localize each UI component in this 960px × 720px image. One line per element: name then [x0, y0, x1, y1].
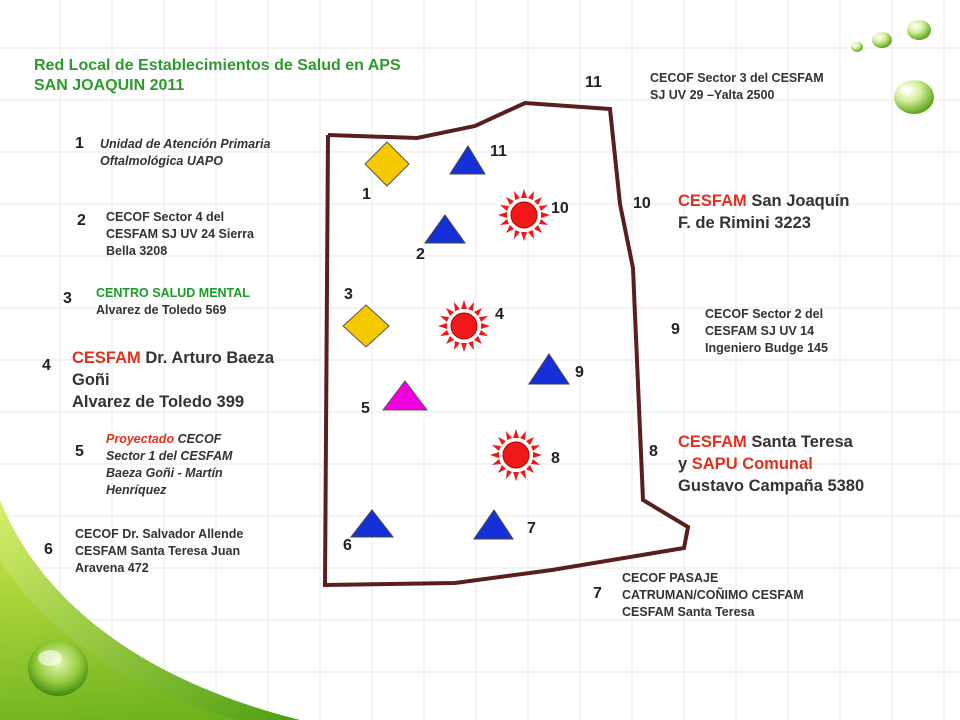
legend-number-2: 2 [77, 212, 86, 229]
legend-number-10: 10 [633, 195, 651, 212]
map-label-3: 3 [344, 286, 353, 303]
legend-text-9: CECOF Sector 2 del CESFAM SJ UV 14 Ingeniero Budge 145 [705, 307, 828, 355]
legend-number-7: 7 [593, 585, 602, 602]
map-label-5: 5 [361, 400, 370, 417]
legend-number-1: 1 [75, 135, 84, 152]
triangle-marker-9 [529, 354, 569, 384]
legend-number-6: 6 [44, 541, 53, 558]
sun-marker-10 [498, 189, 550, 241]
legend-number-4: 4 [42, 357, 51, 374]
map-label-6: 6 [343, 537, 352, 554]
legend-number-11: 11 [585, 74, 602, 91]
legend-text-5: Proyectado CECOF Sector 1 del CESFAM Baeza Goñi - Martín Henríquez [106, 432, 233, 497]
map-label-10: 10 [551, 200, 569, 217]
triangle-marker-6 [351, 510, 393, 537]
legend-number-5: 5 [75, 443, 84, 460]
triangle-marker-11 [450, 146, 485, 174]
title-line-2: SAN JOAQUIN 2011 [34, 77, 185, 94]
legend-text-10: CESFAM San Joaquín F. de Rimini 3223 [678, 192, 850, 232]
sun-marker-8 [490, 429, 542, 481]
triangle-marker-5 [383, 381, 427, 410]
legend-number-9: 9 [671, 321, 680, 338]
legend-text-2: CECOF Sector 4 del CESFAM SJ UV 24 Sierra Bella 3208 [106, 210, 254, 258]
map-label-11: 11 [490, 143, 507, 160]
legend-number-8: 8 [649, 443, 658, 460]
green-blob-decoration [28, 640, 88, 696]
map-label-4: 4 [495, 306, 504, 323]
map-label-2: 2 [416, 246, 425, 263]
legend-text-8: CESFAM Santa Teresa y SAPU Comunal Gustavo Campaña 5380 [678, 433, 865, 495]
map-label-9: 9 [575, 364, 584, 381]
triangle-marker-2 [425, 215, 465, 243]
map-label-8: 8 [551, 450, 560, 467]
legend-text-11: CECOF Sector 3 del CESFAM SJ UV 29 –Yalta 2500 [650, 71, 824, 102]
title-line-1: Red Local de Establecimientos de Salud en APS [34, 57, 401, 74]
legend-text-7: CECOF PASAJE CATRUMAN/COÑIMO CESFAM CESFAM Santa Teresa [622, 571, 804, 619]
page-title [34, 56, 401, 96]
triangle-marker-7 [474, 510, 513, 539]
map-label-1: 1 [362, 186, 371, 203]
legend-text-4: CESFAM Dr. Arturo Baeza Goñi Alvarez de Toledo 399 [72, 349, 275, 411]
map-label-7: 7 [527, 520, 536, 537]
legend-number-3: 3 [63, 290, 72, 307]
diamond-marker-3 [343, 305, 389, 347]
legend-text-1: Unidad de Atención Primaria Oftalmológica UAPO [100, 137, 271, 168]
legend-text-6: CECOF Dr. Salvador Allende CESFAM Santa Teresa Juan Aravena 472 [75, 527, 244, 575]
legend-text-3: CENTRO SALUD MENTAL Alvarez de Toledo 569 [96, 286, 250, 317]
